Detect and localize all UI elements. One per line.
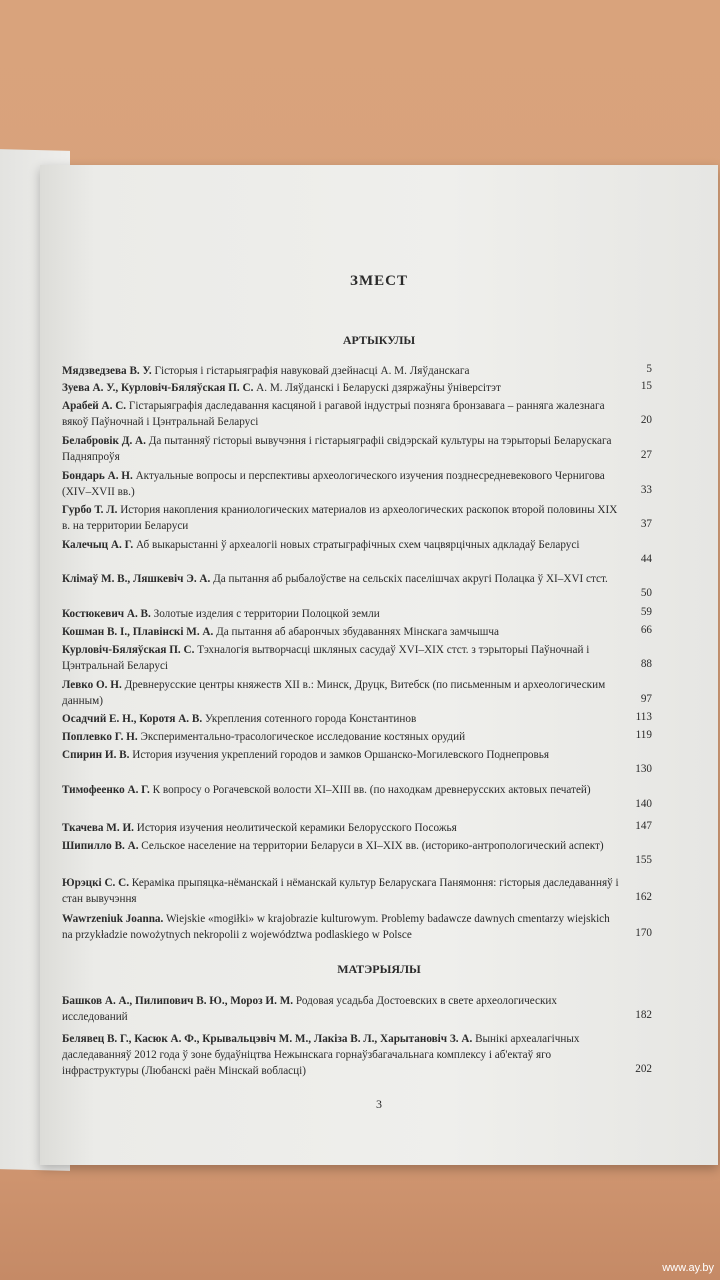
entry-page: 50 (640, 587, 652, 599)
toc-entry (62, 433, 622, 465)
toc-entry (62, 838, 622, 854)
entry-author: Мядзведзева В. У. (62, 365, 152, 377)
entry-title: Да пытання аб абарончых збудаваннях Мінскага замчышча (216, 626, 499, 638)
watermark: www.ay.by (662, 1262, 714, 1274)
entry-page: 33 (640, 484, 652, 496)
entry-author: Зуева А. У., Курловіч-Бяляўская П. С. (62, 382, 254, 394)
toc-entry (62, 729, 622, 745)
entry-author: Калечыц А. Г. (62, 539, 134, 551)
entry-author: Тимофеенко А. Г. (62, 784, 150, 796)
entry-page: 113 (635, 711, 652, 723)
entry-author: Юрэцкі С. С. (62, 877, 129, 889)
entry-author: Бондарь А. Н. (62, 470, 133, 482)
entry-author: Спирин И. В. (62, 749, 130, 761)
document-page (40, 165, 718, 1165)
entry-title: Укрепления сотенного города Константинов (204, 713, 417, 725)
entry-page: 66 (640, 624, 652, 636)
entry-page: 88 (640, 658, 652, 670)
entry-author: Ткачева М. И. (62, 822, 134, 834)
toc-entry (62, 606, 622, 622)
entry-title: Сельское население на территории Беларуси в XI–XIX вв. (историко-антропологический аспект) (141, 840, 604, 852)
toc-entry (62, 1031, 622, 1079)
entry-title: Тэхналогія вытворчасці шкляных сасудаў XVI–XIX стст. з тэрыторыі Паўночнай і Цэнтральнай Беларусі (62, 644, 590, 672)
toc-entry (62, 363, 622, 379)
section-heading-articles: АРТЫКУЛЫ (342, 333, 416, 347)
toc-entry (62, 642, 622, 674)
toc-entry (62, 911, 622, 943)
entry-author: Белабровік Д. А. (62, 435, 146, 447)
toc-entry (62, 993, 622, 1025)
toc-entry (62, 398, 622, 430)
page-title: ЗМЕСТ (350, 273, 408, 289)
entry-page: 5 (646, 363, 652, 375)
toc-entry (62, 747, 622, 763)
toc-entry (62, 677, 622, 709)
entry-title: Золотые изделия с территории Полоцкой земли (153, 608, 380, 620)
toc-entry (62, 468, 622, 500)
entry-page: 147 (635, 820, 652, 832)
entry-title: История изучения неолитической керамики Белорусского Посожья (136, 822, 457, 834)
entry-title: Да пытання аб рыбалоўстве на сельскіх паселішчах акругі Полацка ў XI–XVI стст. (213, 573, 608, 585)
entry-page: 59 (640, 606, 652, 618)
table-surface (0, 1165, 720, 1280)
toc-entry (62, 502, 622, 534)
toc-entry (62, 537, 622, 553)
entry-page: 182 (635, 1009, 652, 1021)
entry-page: 155 (635, 854, 652, 866)
toc-entry (62, 875, 622, 907)
entry-page: 202 (635, 1063, 652, 1075)
entry-author: Поплевко Г. Н. (62, 731, 138, 743)
entry-author: Арабей А. С. (62, 400, 127, 412)
entry-page: 15 (640, 380, 652, 392)
entry-author: Осадчий Е. Н., Коротя А. В. (62, 713, 203, 725)
entry-author: Башков А. А., Пилипович В. Ю., Мороз И. М. (62, 995, 294, 1007)
entry-page: 27 (640, 449, 652, 461)
entry-title: Актуальные вопросы и перспективы археологического изучения позднесредневекового Чернигова (XIV–XVII вв.) (62, 470, 605, 498)
entry-title: А. М. Ляўданскі і Беларускі дзяржаўны ўніверсітэт (256, 382, 501, 394)
entry-title: История изучения укреплений городов и замков Оршанско-Могилевского Поднепровья (132, 749, 550, 761)
entry-page: 170 (635, 927, 652, 939)
entry-title: Да пытанняў гісторыі вывучэння і гістарыяграфіі свідэрскай культуры на тэрыторыі Беларускага Падняпроўя (62, 435, 612, 463)
entry-title: Wiejskie «mogiłki» w krajobrazie kulturowym. Problemy badawcze dawnych cmentarzy wiejskich na przykładzie nowożytnych nekropolii z województwa podlaskiego w Polsce (62, 913, 610, 941)
entry-page: 130 (635, 763, 652, 775)
entry-page: 97 (640, 693, 652, 705)
entry-title: Экспериментально-трасологическое исследование костяных орудий (140, 731, 466, 743)
entry-title: Родовая усадьба Достоевских в свете археологических исследований (62, 995, 557, 1023)
entry-title: К вопросу о Рогачевской волости XI–XIII вв. (по находкам древнерусских актовых печатей) (152, 784, 591, 796)
entry-title: Кераміка прыпяцка-нёманскай і нёманскай культур Беларускага Панямоння: гісторыя даследаванняў і стан вывучэння (62, 877, 619, 905)
entry-page: 140 (635, 798, 652, 810)
entry-title: Гісторыя і гістарыяграфія навуковай дзейнасці А. М. Ляўданскага (154, 365, 470, 377)
entry-page: 20 (640, 414, 652, 426)
toc-entry (62, 624, 622, 640)
entry-author: Курловіч-Бяляўская П. С. (62, 644, 195, 656)
entry-title: Гістарыяграфія даследавання касцяной і рагавой індустрыі позняга бронзавага – ранняга жалезнага вякоў Паўночнай і Цэнтральнай Беларусі (62, 400, 605, 428)
entry-page: 119 (635, 729, 652, 741)
entry-author: Клімаў М. В., Ляшкевіч Э. А. (62, 573, 211, 585)
entry-title: История накопления краниологических материалов из археологических раскопок второй половины XIX в. на территории Беларуси (62, 504, 618, 532)
toc-entry (62, 782, 622, 798)
entry-page: 37 (640, 518, 652, 530)
entry-author: Гурбо Т. Л. (62, 504, 118, 516)
entry-author: Кошман В. І., Плавінскі М. А. (62, 626, 214, 638)
entry-author: Wawrzeniuk Joanna. (62, 913, 164, 925)
section-heading-materials: МАТЭРЫЯЛЫ (337, 962, 421, 976)
entry-author: Костюкевич А. В. (62, 608, 151, 620)
toc-entry (62, 711, 622, 727)
entry-page: 162 (635, 891, 652, 903)
entry-page: 44 (640, 553, 652, 565)
toc-entry (62, 380, 622, 396)
entry-title: Древнерусские центры княжеств XII в.: Минск, Друцк, Витебск (по письменным и археологическим данным) (62, 679, 606, 707)
entry-title: Вынікі археалагічных даследаванняў 2012 года ў зоне будаўніцтва Нежынскага горнаўзбагачальнага комплексу і аб'ектаў яго інфраструктуры (Любанскі раён Мінскай вобласці) (62, 1033, 580, 1077)
toc-entry (62, 820, 622, 836)
entry-author: Белявец В. Г., Касюк А. Ф., Крывальцэвіч М. М., Лакіза В. Л., Харытановіч З. А. (62, 1033, 473, 1045)
entry-author: Шипилло В. А. (62, 840, 139, 852)
entry-author: Левко О. Н. (62, 679, 122, 691)
toc-entry (62, 571, 622, 587)
page-number: 3 (376, 1097, 382, 1111)
entry-title: Аб выкарыстанні ў археалогіі новых стратыграфічных схем чацвярцічных адкладаў Беларусі (136, 539, 580, 551)
